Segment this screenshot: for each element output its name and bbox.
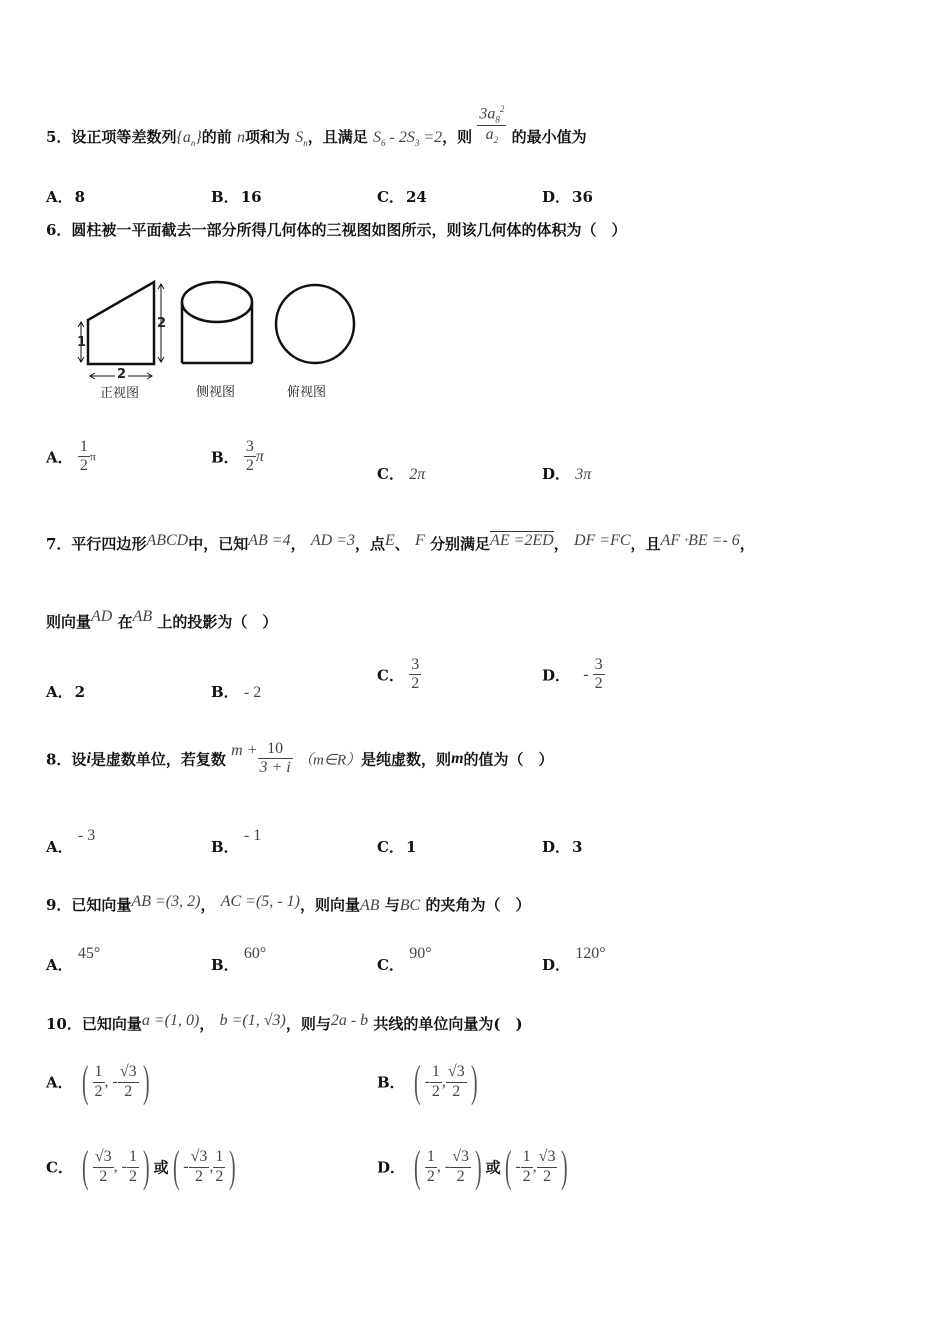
q9-option-d[interactable]: D． 120° [542,945,606,974]
q10-option-b[interactable]: B． ( - $\frac{1}{2}$ , $\frac{√3}{2}$ ) [377,1057,478,1106]
top-view-label: 俯视图 [287,385,327,400]
q6-option-a[interactable]: A． $\frac{1}{2}$ π [46,438,96,475]
q5-option-d[interactable]: D． 36 [542,188,593,206]
q7-option-c[interactable]: C． $\frac{3}{2}$ [377,656,420,693]
q6-option-d[interactable]: D． 3π [542,465,592,483]
dim-label-2-horizontal: 2 [117,367,127,382]
q5-option-a[interactable]: A． 8 [46,188,86,206]
q5-seq: $\{a_n\}$ [176,129,202,149]
q6-stem: 6．圆柱被一平面截去一部分所得几何体的三视图如图所示，则该几何体的体积为（ ） [46,221,627,239]
q8-fraction: $\frac{10}{3 + i}$ [259,740,291,777]
q8-option-a[interactable]: A． - 3 [46,827,96,856]
front-view-shape [88,282,154,364]
q9-stem: 9．已知向量AB =(3, 2)， AC =(5, - 1)，则向量AB 与BC 的夹角为（ ） [46,893,531,914]
q5-option-c[interactable]: C． 24 [377,188,427,206]
q7-stem-line1: 7．平行四边形ABCD中，已知AB =4， AD =3，点E、 F 分别满足AE =2ED， DF =FC，且AF ·BE =- 6， [46,532,755,553]
q10-option-d[interactable]: D． ( $\frac{1}{2}$ , - $\frac{√3}{2}$ ) 或( - $\frac{1}{2}$ , $\frac{√3}{2}$ ) [377,1142,569,1191]
q5-stem: 5．设正项等差数列$\{a_n\}$的前 n项和为 $S_n$，且满足 $S_6 - 2S_3 =2$，则 $\frac{3a_8^2}{a_2}$ 的最小值为 [46,104,587,149]
q7-option-b[interactable]: B． - 2 [211,683,262,701]
q5-option-b[interactable]: B． 16 [211,188,262,206]
q6-option-b[interactable]: B． $\frac{3}{2}$ π [211,438,264,475]
side-view-label: 侧视图 [196,385,236,400]
q7-option-d[interactable]: D． - $\frac{3}{2}$ [542,656,603,693]
q5-condition: $S_6 - 2S_3 =2$ [373,129,443,149]
dim-label-2-vertical: 2 [157,316,167,331]
q9-option-c[interactable]: C． 90° [377,945,432,974]
top-view-circle [276,285,354,363]
q9-option-a[interactable]: A． 45° [46,945,101,974]
front-view-label: 正视图 [100,386,140,401]
q5-fraction: $\frac{3a_8^2}{a_2}$ [479,104,505,146]
q10-option-a[interactable]: A． ( $\frac{1}{2}$ , - $\frac{√3}{2}$ ) [46,1057,150,1106]
q10-stem: 10．已知向量a =(1, 0)， b =(1, √3)，则与2a - b 共线的单位向量为( ) [46,1012,523,1033]
dim-label-1: 1 [77,335,87,350]
q8-stem: 8．设i是虚数单位，若复数 m + $\frac{10}{3 + i}$ （m∈R）是纯虚数，则m的值为（ ） [46,740,554,777]
q9-option-b[interactable]: B． 60° [211,945,267,974]
q7-option-a[interactable]: A． 2 [46,683,86,701]
q6-option-c[interactable]: C． 2π [377,465,426,483]
q10-option-c[interactable]: C． ( $\frac{√3}{2}$ , - $\frac{1}{2}$ ) 或( - $\frac{√3}{2}$ , $\frac{1}{2}$ ) [46,1142,237,1191]
q7-stem-line2: 则向量AD 在AB 上的投影为（ ） [46,608,278,631]
q8-option-d[interactable]: D． 3 [542,838,583,856]
q8-option-c[interactable]: C． 1 [377,838,417,856]
side-view-top-ellipse [182,282,252,322]
q8-option-b[interactable]: B． - 1 [211,827,262,856]
